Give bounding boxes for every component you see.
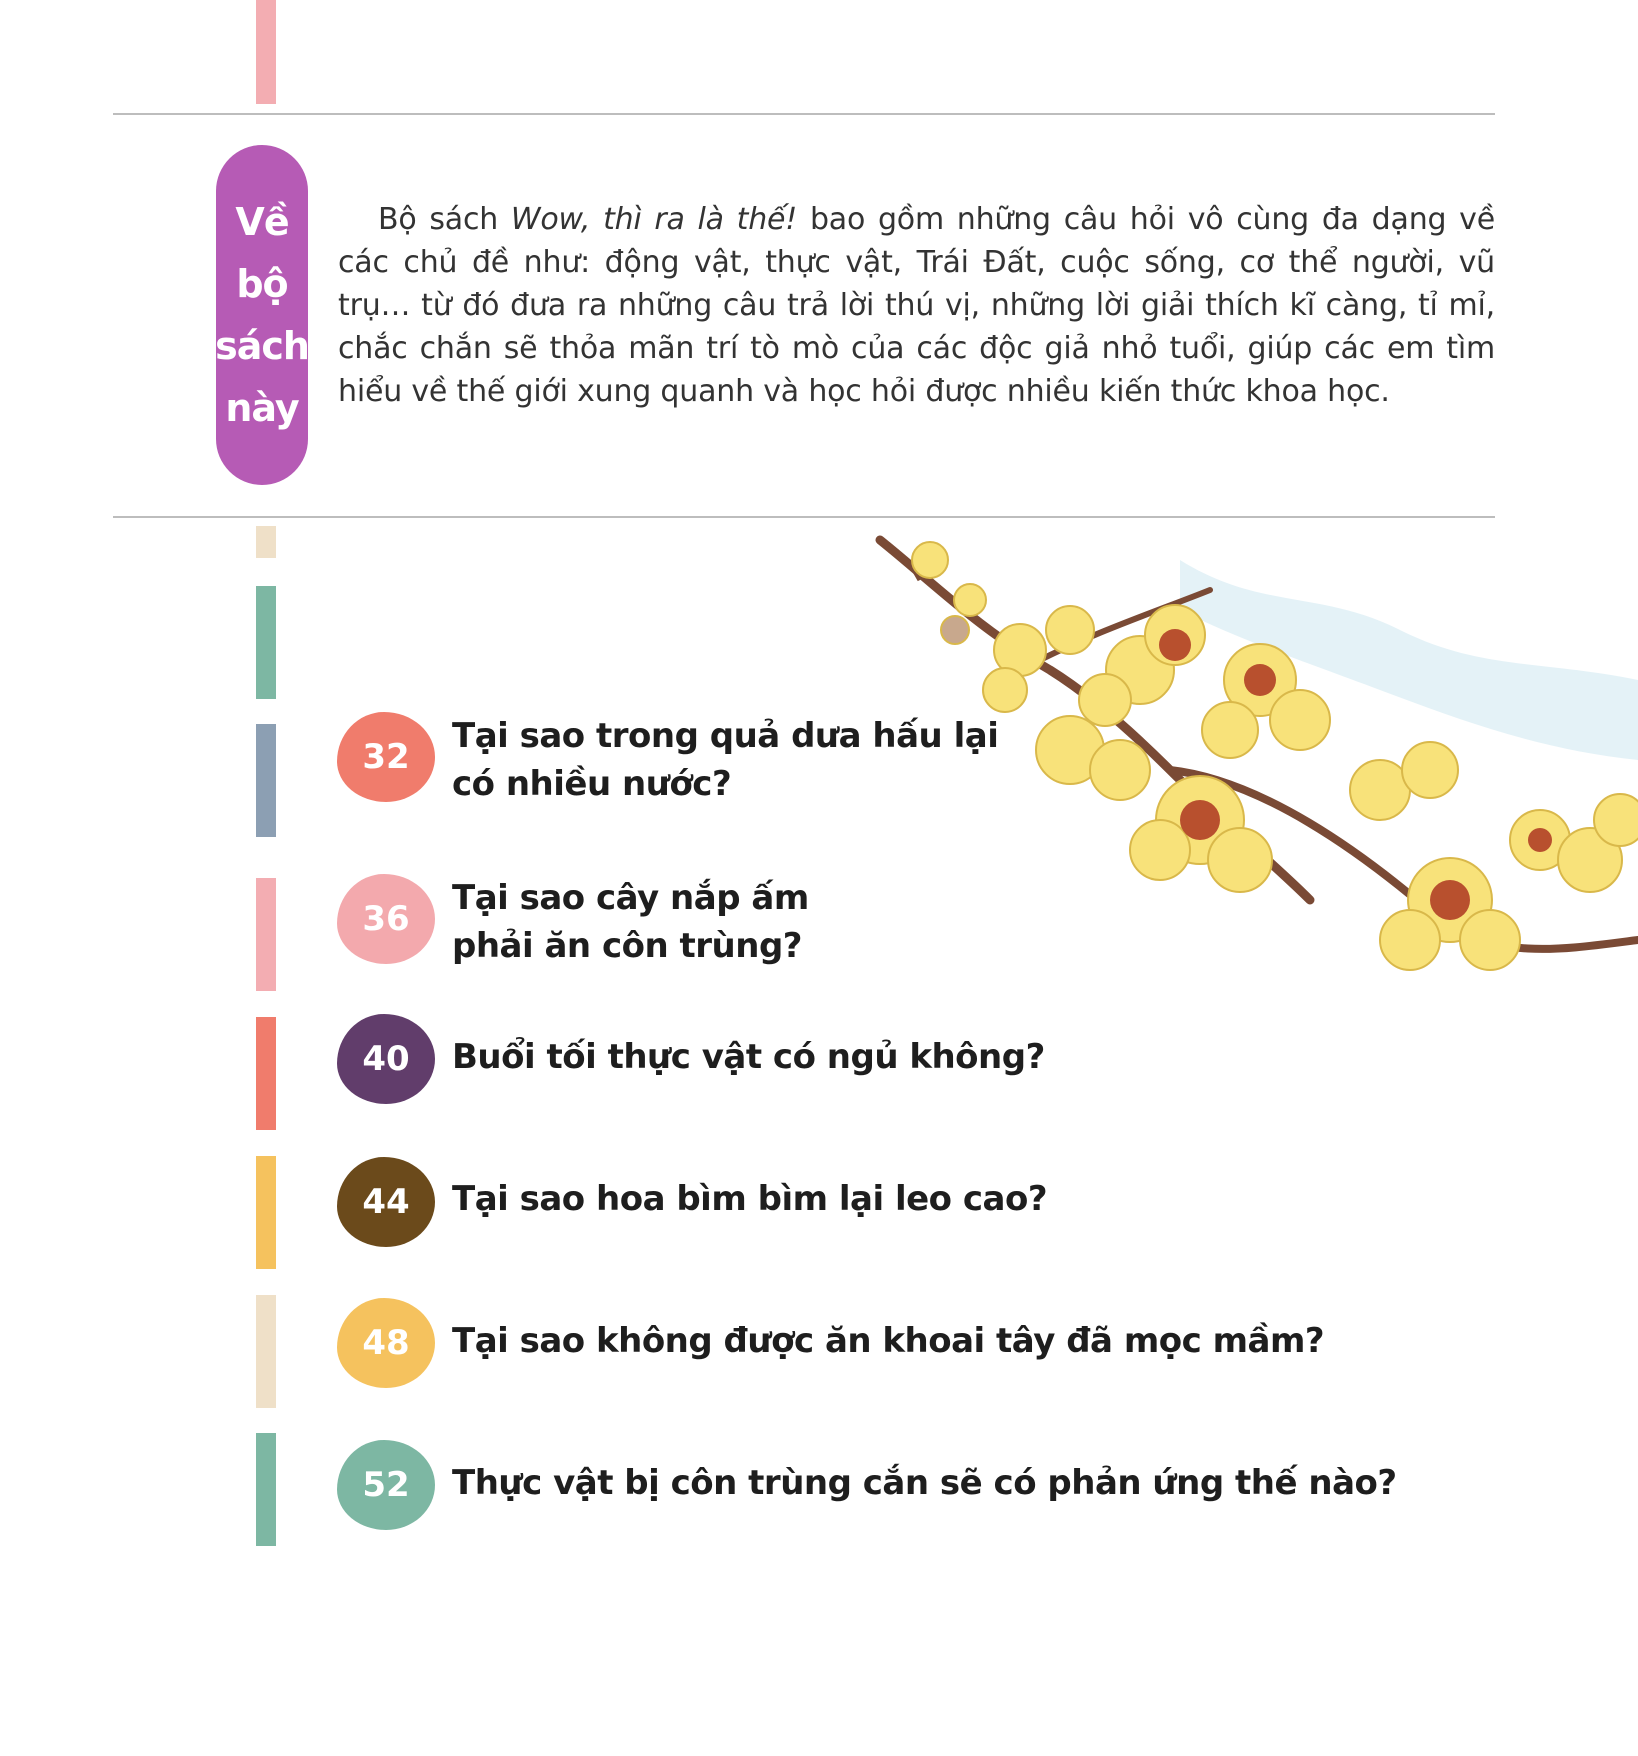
toc-page-number: 32 bbox=[337, 712, 435, 802]
toc-question[interactable] bbox=[452, 1033, 1045, 1081]
about-paragraph bbox=[338, 198, 1495, 413]
toc-page-number: 52 bbox=[337, 1440, 435, 1530]
about-text-rest: bao gồm những câu hỏi vô cùng đa dạng về các chủ đề như: động vật, thực vật, Trái Đất, cuộc sống, cơ thể người, vũ trụ… từ đó đưa ra những câu trả lời thú vị, những lời giải thích kĩ càng, tỉ mỉ, chắc chắn sẽ thỏa mãn trí tò mò của các độc giả nhỏ tuổi, giúp các em tìm hiểu về thế giới xung quanh và học hỏi được nhiều kiến thức khoa học. bbox=[338, 202, 1495, 409]
toc-page-number: 40 bbox=[337, 1014, 435, 1104]
about-heading-pill bbox=[216, 145, 308, 485]
toc-question-line: Tại sao hoa bìm bìm lại leo cao? bbox=[452, 1179, 1048, 1219]
toc-question[interactable] bbox=[452, 1175, 1047, 1223]
toc-question-line: Tại sao cây nắp ấm bbox=[452, 878, 809, 918]
divider-bottom bbox=[113, 516, 1495, 518]
side-bar-cream-small bbox=[256, 526, 276, 558]
toc-question-line: Buổi tối thực vật có ngủ không? bbox=[452, 1037, 1045, 1077]
toc-question-line: Tại sao trong quả dưa hấu lại bbox=[452, 716, 999, 756]
about-heading-line: bộ bbox=[236, 262, 288, 306]
toc-question[interactable] bbox=[452, 1317, 1324, 1365]
toc-question-line: có nhiều nước? bbox=[452, 764, 732, 804]
toc-page-number: 36 bbox=[337, 874, 435, 964]
about-text-start: Bộ sách bbox=[378, 202, 511, 237]
toc-question[interactable] bbox=[452, 1459, 1397, 1507]
toc-page-number: 48 bbox=[337, 1298, 435, 1388]
side-bar-cream bbox=[256, 1295, 276, 1408]
side-bar-pink-top bbox=[256, 0, 276, 104]
toc-question-line: phải ăn côn trùng? bbox=[452, 926, 803, 966]
about-heading-line: này bbox=[225, 386, 299, 430]
about-heading-line: sách bbox=[215, 324, 309, 368]
about-heading-line: Về bbox=[235, 200, 289, 244]
side-bar-green-bottom bbox=[256, 1433, 276, 1546]
about-series-title: Wow, thì ra là thế! bbox=[510, 202, 798, 237]
toc-question[interactable] bbox=[452, 712, 998, 808]
toc-question-line: Thực vật bị côn trùng cắn sẽ có phản ứng thế nào? bbox=[452, 1463, 1397, 1503]
side-bar-green bbox=[256, 586, 276, 699]
toc-question-line: Tại sao không được ăn khoai tây đã mọc mầm? bbox=[452, 1321, 1325, 1361]
side-bar-salmon bbox=[256, 1017, 276, 1130]
side-bar-yellow bbox=[256, 1156, 276, 1269]
toc-page-number: 44 bbox=[337, 1157, 435, 1247]
toc-question[interactable] bbox=[452, 874, 809, 970]
side-bar-bluegray bbox=[256, 724, 276, 837]
side-bar-pink bbox=[256, 878, 276, 991]
divider-top bbox=[113, 113, 1495, 115]
